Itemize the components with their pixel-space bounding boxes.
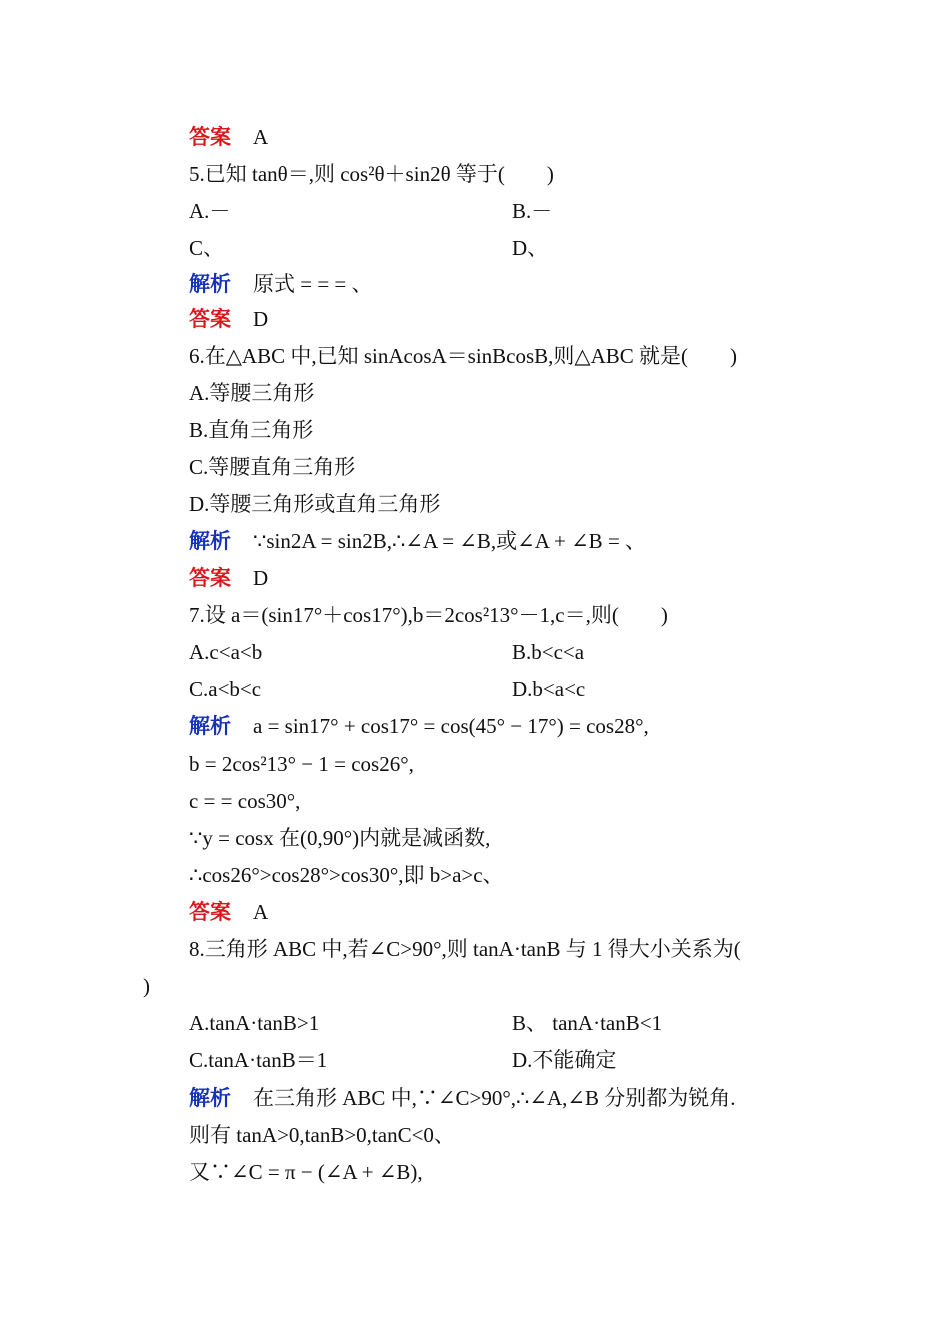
solution-label: 解析	[189, 272, 231, 296]
q5-option-c: C、	[189, 236, 225, 260]
q8-solution: 解析 在三角形 ABC 中,∵∠C>90°,∴∠A,∠B 分别都为锐角.	[189, 1086, 736, 1110]
answer-4	[189, 122, 268, 152]
q7-option-c: C.a<b<c	[189, 677, 262, 701]
q7-solution-line-5: ∴cos26°>cos28°>cos30°,即 b>a>c、	[189, 863, 504, 887]
q8-option-b: B、 tanA·tanB<1	[512, 1011, 663, 1035]
question-5: 5.已知 tanθ＝,则 cos²θ＋sin2θ 等于( )	[189, 162, 554, 186]
question-8-bracket: )	[143, 974, 150, 998]
q5-option-b: B.－	[512, 199, 553, 223]
q8-solution-line-2: 则有 tanA>0,tanB>0,tanC<0、	[189, 1123, 455, 1147]
q6-option-b: B.直角三角形	[189, 418, 314, 442]
q7-solution-line-2: b = 2cos²13° − 1 = cos26°,	[189, 752, 414, 776]
q7-solution-line-3: c = = cos30°,	[189, 789, 301, 813]
answer-label: 答案	[189, 125, 231, 149]
question-6: 6.在△ABC 中,已知 sinAcosA＝sinBcosB,则△ABC 就是( )	[189, 344, 737, 368]
answer-value: A	[253, 125, 269, 149]
q6-option-c: C.等腰直角三角形	[189, 455, 356, 479]
answer-7: 答案 A	[189, 900, 269, 924]
q6-option-d: D.等腰三角形或直角三角形	[189, 492, 441, 516]
q7-option-a: A.c<a<b	[189, 640, 263, 664]
q8-option-d: D.不能确定	[512, 1048, 617, 1072]
q7-option-d: D.b<a<c	[512, 677, 586, 701]
q7-solution: 解析 a = sin17° + cos17° = cos(45° − 17°) = cos28°,	[189, 714, 649, 738]
answer-6: 答案 D	[189, 566, 269, 590]
q8-option-a: A.tanA·tanB>1	[189, 1011, 320, 1035]
q5-option-a: A.－	[189, 199, 231, 223]
q8-option-c: C.tanA·tanB＝1	[189, 1048, 328, 1072]
q5-solution: 解析 原式 = = = 、	[189, 272, 373, 296]
question-8: 8.三角形 ABC 中,若∠C>90°,则 tanA·tanB 与 1 得大小关系为(	[189, 937, 741, 961]
answer-5: 答案 D	[189, 307, 269, 331]
question-7: 7.设 a＝(sin17°＋cos17°),b＝2cos²13°－1,c＝,则( )	[189, 603, 668, 627]
q7-option-b: B.b<c<a	[512, 640, 585, 664]
q5-option-d: D、	[512, 236, 549, 260]
q6-solution: 解析 ∵sin2A = sin2B,∴∠A = ∠B,或∠A + ∠B = 、	[189, 529, 647, 553]
q6-option-a: A.等腰三角形	[189, 381, 315, 405]
q7-solution-line-4: ∵y = cosx 在(0,90°)内就是减函数,	[189, 826, 491, 850]
q8-solution-line-3: 又∵∠C = π − (∠A + ∠B),	[189, 1160, 423, 1184]
